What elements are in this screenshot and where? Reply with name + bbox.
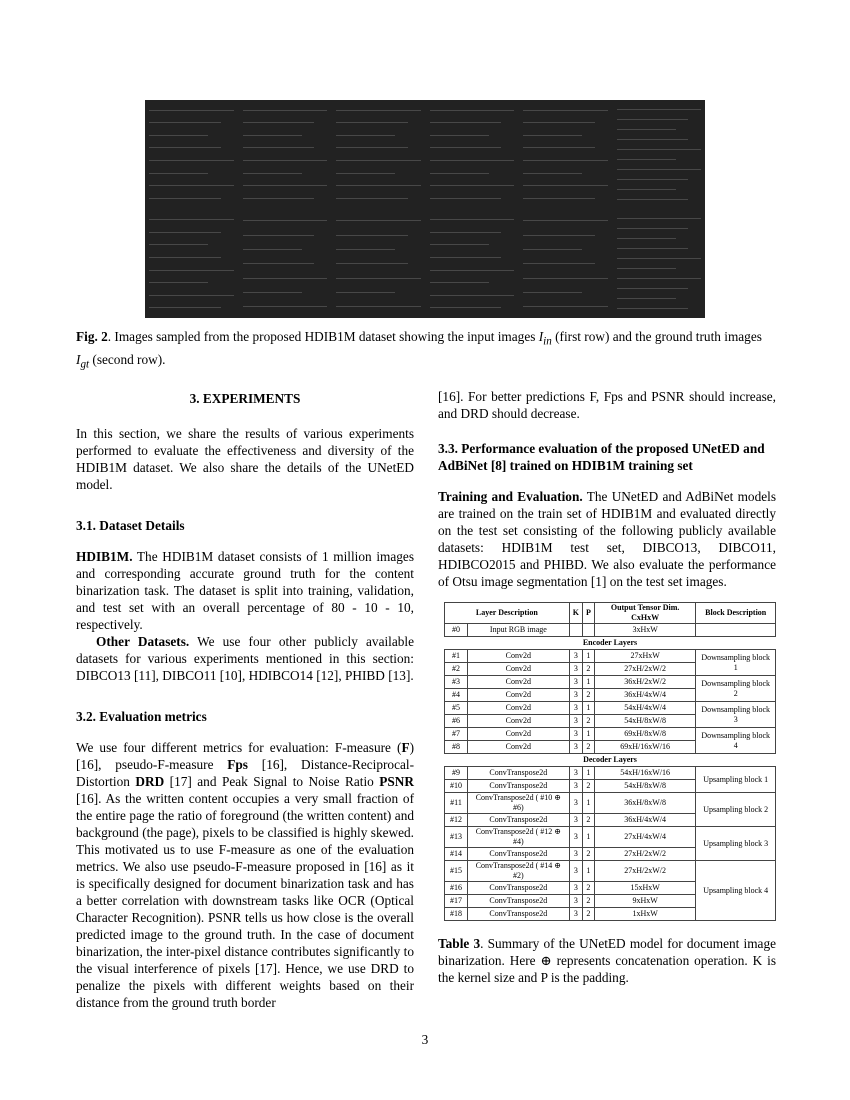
figure-2-image-grid — [145, 100, 705, 318]
metrics-continued-paragraph: [16]. For better predictions F, Fps and PSNR should increase, and DRD should decrease. — [438, 389, 776, 421]
table-row — [440, 827, 776, 848]
table-cell: 3 — [569, 882, 582, 895]
figure-caption: Fig. 2. Images sampled from the proposed HDIB1M dataset showing the input images $I_{in}$ (first row) and the ground truth images $I_{gt}$ (second row). — [76, 329, 762, 371]
table-cell: 3 — [569, 676, 582, 689]
block-description-cell: Downsampling block 2 — [696, 676, 776, 702]
table-cell: 2 — [582, 741, 594, 754]
table-row: #0 Input RGB image 3xHxW — [440, 624, 776, 637]
table-cell: 69xH/16xW/16 — [594, 741, 696, 754]
input-image-2 — [239, 100, 332, 209]
table-cell: #2 — [445, 663, 468, 676]
table-cell: Conv2d — [468, 728, 570, 741]
table-cell: #12 — [445, 814, 468, 827]
block-description-cell: Downsampling block 4 — [696, 728, 776, 754]
ground-truth-image-6 — [613, 210, 706, 319]
table-cell: #11 — [445, 793, 468, 814]
table-cell: 3 — [569, 702, 582, 715]
table-cell: 1 — [582, 861, 594, 882]
table-cell: Conv2d — [468, 663, 570, 676]
table-cell: 3 — [569, 663, 582, 676]
table-cell: 69xH/8xW/8 — [594, 728, 696, 741]
table-cell: 2 — [582, 780, 594, 793]
table-cell: Conv2d — [468, 715, 570, 728]
table-cell: #1 — [445, 650, 468, 663]
table-row — [440, 676, 776, 689]
table-cell: 3 — [569, 715, 582, 728]
table-row — [440, 793, 776, 814]
table-cell: 1 — [582, 827, 594, 848]
page-number: 3 — [421, 1032, 429, 1047]
table-cell: 54xH/16xW/16 — [594, 767, 696, 780]
table-cell: 1 — [582, 650, 594, 663]
section-title-metrics: 3.2. Evaluation metrics — [76, 709, 207, 724]
table-cell: 1xHxW — [594, 908, 696, 921]
block-description-cell: Upsampling block 1 — [696, 767, 776, 793]
table-cell: 2 — [582, 814, 594, 827]
table-cell: 2 — [582, 715, 594, 728]
table-cell: 36xH/4xW/4 — [594, 689, 696, 702]
table-cell: 2 — [582, 689, 594, 702]
table-cell: Conv2d — [468, 650, 570, 663]
table-cell: ConvTranspose2d — [468, 814, 570, 827]
table-cell: 3 — [569, 767, 582, 780]
input-image-3 — [332, 100, 425, 209]
table-cell: 3 — [569, 650, 582, 663]
table-cell: 27xH/2xW/2 — [594, 861, 696, 882]
section-title-experiments: 3. EXPERIMENTS — [189, 391, 301, 406]
table-cell: 9xHxW — [594, 895, 696, 908]
table-cell: 2 — [582, 663, 594, 676]
table-cell: ConvTranspose2d — [468, 895, 570, 908]
table-cell: #15 — [445, 861, 468, 882]
unetd-architecture-table — [440, 602, 776, 921]
input-image-6 — [613, 100, 706, 209]
table-cell: 3 — [569, 895, 582, 908]
table-cell: 3 — [569, 908, 582, 921]
table-header-row: Layer Description K P Output Tensor Dim. CxHxW Block Description — [440, 603, 776, 624]
table-cell: Conv2d — [468, 741, 570, 754]
block-description-cell: Upsampling block 4 — [696, 861, 776, 921]
right-column — [438, 388, 776, 590]
table-cell: #5 — [445, 702, 468, 715]
table-cell: #14 — [445, 848, 468, 861]
table-cell: 1 — [582, 676, 594, 689]
table-cell: 1 — [582, 702, 594, 715]
table-cell: 27xH/2xW/2 — [594, 848, 696, 861]
table-cell: #3 — [445, 676, 468, 689]
table-cell: 27xH/4xW/4 — [594, 827, 696, 848]
table-cell: #9 — [445, 767, 468, 780]
table-caption: Table 3. Summary of the UNetED model for document image binarization. Here ⊕ represents concatenation operation. K is the kernel size and P is the padding. — [438, 936, 776, 985]
table-cell: #10 — [445, 780, 468, 793]
table-cell: 3 — [569, 780, 582, 793]
table-cell: 3 — [569, 741, 582, 754]
table-cell: 3 — [569, 861, 582, 882]
section-title-dataset: 3.1. Dataset Details — [76, 518, 185, 533]
table-cell: 2 — [582, 908, 594, 921]
input-image-1 — [145, 100, 238, 209]
input-image-5 — [519, 100, 612, 209]
table-cell: #6 — [445, 715, 468, 728]
table-cell: 3 — [569, 728, 582, 741]
table-cell: #16 — [445, 882, 468, 895]
table-cell: 36xH/2xW/2 — [594, 676, 696, 689]
table-cell: #8 — [445, 741, 468, 754]
table-cell: #17 — [445, 895, 468, 908]
table-cell: 2 — [582, 895, 594, 908]
table-cell: 3 — [569, 689, 582, 702]
table-cell: 1 — [582, 767, 594, 780]
block-description-cell: Downsampling block 1 — [696, 650, 776, 676]
table-cell: 3 — [569, 848, 582, 861]
ground-truth-image-1 — [145, 210, 238, 319]
block-description-cell: Upsampling block 2 — [696, 793, 776, 827]
input-image-4 — [426, 100, 519, 209]
ground-truth-image-5 — [519, 210, 612, 319]
metrics-paragraph: We use four different metrics for evaluation: F-measure (F) [16], pseudo-F-measure Fps [16], Distance-Reciprocal-Distortion DRD [17] and Peak Signal to Noise Ratio PSNR [16]. As the written content occupies a very small fraction of the entire page the ratio of foreground (the written content) and background (the page), pixels to be classified is highly skewed. This motivated us to use F-measure as one of the evaluation metrics. We also use pseudo-F-measure proposed in [16] as it is specifically designed for document binarization task and has a better correlation with downstream tasks like OCR (Optical Character Recognition). PSNR tells us how close is the overall predicted image to the ground truth. In the case of document binarization, the inter-pixel distance contributes significantly to the visual interference of pixels [17]. Hence, we use DRD to penalize the pixels with different weights based on their distance from the ground truth border — [76, 740, 414, 1010]
table-cell: 2 — [582, 848, 594, 861]
ground-truth-image-3 — [332, 210, 425, 319]
table-cell: 54xH/8xW/8 — [594, 715, 696, 728]
encoder-section-row: Encoder Layers — [440, 637, 776, 650]
table-cell: 15xHxW — [594, 882, 696, 895]
table-cell: 36xH/8xW/8 — [594, 793, 696, 814]
table-cell: 3 — [569, 814, 582, 827]
table-cell: Conv2d — [468, 702, 570, 715]
table-cell: 36xH/4xW/4 — [594, 814, 696, 827]
table-cell: ConvTranspose2d — [468, 767, 570, 780]
table-cell: #13 — [445, 827, 468, 848]
table-cell: ConvTranspose2d ( #14 ⊕ #2) — [468, 861, 570, 882]
table-cell: Conv2d — [468, 676, 570, 689]
section-title-performance: 3.3. Performance evaluation of the proposed UNetED and AdBiNet [8] trained on HDIB1M training set — [438, 441, 765, 473]
table-cell: 54xH/8xW/8 — [594, 780, 696, 793]
table-cell: 1 — [582, 728, 594, 741]
table-row — [440, 728, 776, 741]
table-row — [440, 650, 776, 663]
table-cell: 2 — [582, 882, 594, 895]
caption-label: Fig. 2 — [76, 329, 108, 344]
table-cell: ConvTranspose2d — [468, 780, 570, 793]
table-cell: 1 — [582, 793, 594, 814]
other-datasets-paragraph: Other Datasets. We use four other publicly available datasets for various experiments mentioned in this section: DIBCO13 [11], DIBCO11 [10], HDIBCO14 [12], PHIBD [13]. — [76, 634, 415, 683]
table-cell: Conv2d — [468, 689, 570, 702]
table-cell: #7 — [445, 728, 468, 741]
training-paragraph: Training and Evaluation. The UNetED and AdBiNet models are trained on the train set of HDIB1M and evaluated directly on the test set consisting of the following publicly available datasets: HDIB1M test set, DIBCO13, DIBCO11, HDIBCO2015 and PHIBD. We also evaluate the performance of Otsu image segmentation [1] on the test set images. — [438, 489, 776, 589]
ground-truth-image-2 — [239, 210, 332, 319]
block-description-cell: Upsampling block 3 — [696, 827, 776, 861]
table-cell: 54xH/4xW/4 — [594, 702, 696, 715]
table-cell: #18 — [445, 908, 468, 921]
experiments-paragraph: In this section, we share the results of various experiments performed to evaluate the effectiveness and diversity of the HDIB1M dataset. We also share the details of the UNetED model. — [76, 426, 414, 492]
table-cell: ConvTranspose2d — [468, 908, 570, 921]
table-cell: ConvTranspose2d ( #12 ⊕ #4) — [468, 827, 570, 848]
ground-truth-image-4 — [426, 210, 519, 319]
table-row — [440, 767, 776, 780]
table-cell: #4 — [445, 689, 468, 702]
table-cell: 3 — [569, 827, 582, 848]
table-cell: 27xH/2xW/2 — [594, 663, 696, 676]
table-cell: ConvTranspose2d — [468, 882, 570, 895]
hdib-paragraph: HDIB1M. The HDIB1M dataset consists of 1 million images and corresponding accurate ground truth for the content binarization task. The dataset is split into training, validation, and test set with an overall percentage of 80 - 10 - 10, respectively. — [76, 549, 414, 632]
table-row — [440, 861, 776, 882]
table-row — [440, 702, 776, 715]
table-cell: 3 — [569, 793, 582, 814]
left-column — [76, 390, 414, 1011]
table-cell: ConvTranspose2d ( #10 ⊕ #6) — [468, 793, 570, 814]
decoder-section-row: Decoder Layers — [440, 754, 776, 767]
table-cell: ConvTranspose2d — [468, 848, 570, 861]
table-cell: 27xHxW — [594, 650, 696, 663]
block-description-cell: Downsampling block 3 — [696, 702, 776, 728]
